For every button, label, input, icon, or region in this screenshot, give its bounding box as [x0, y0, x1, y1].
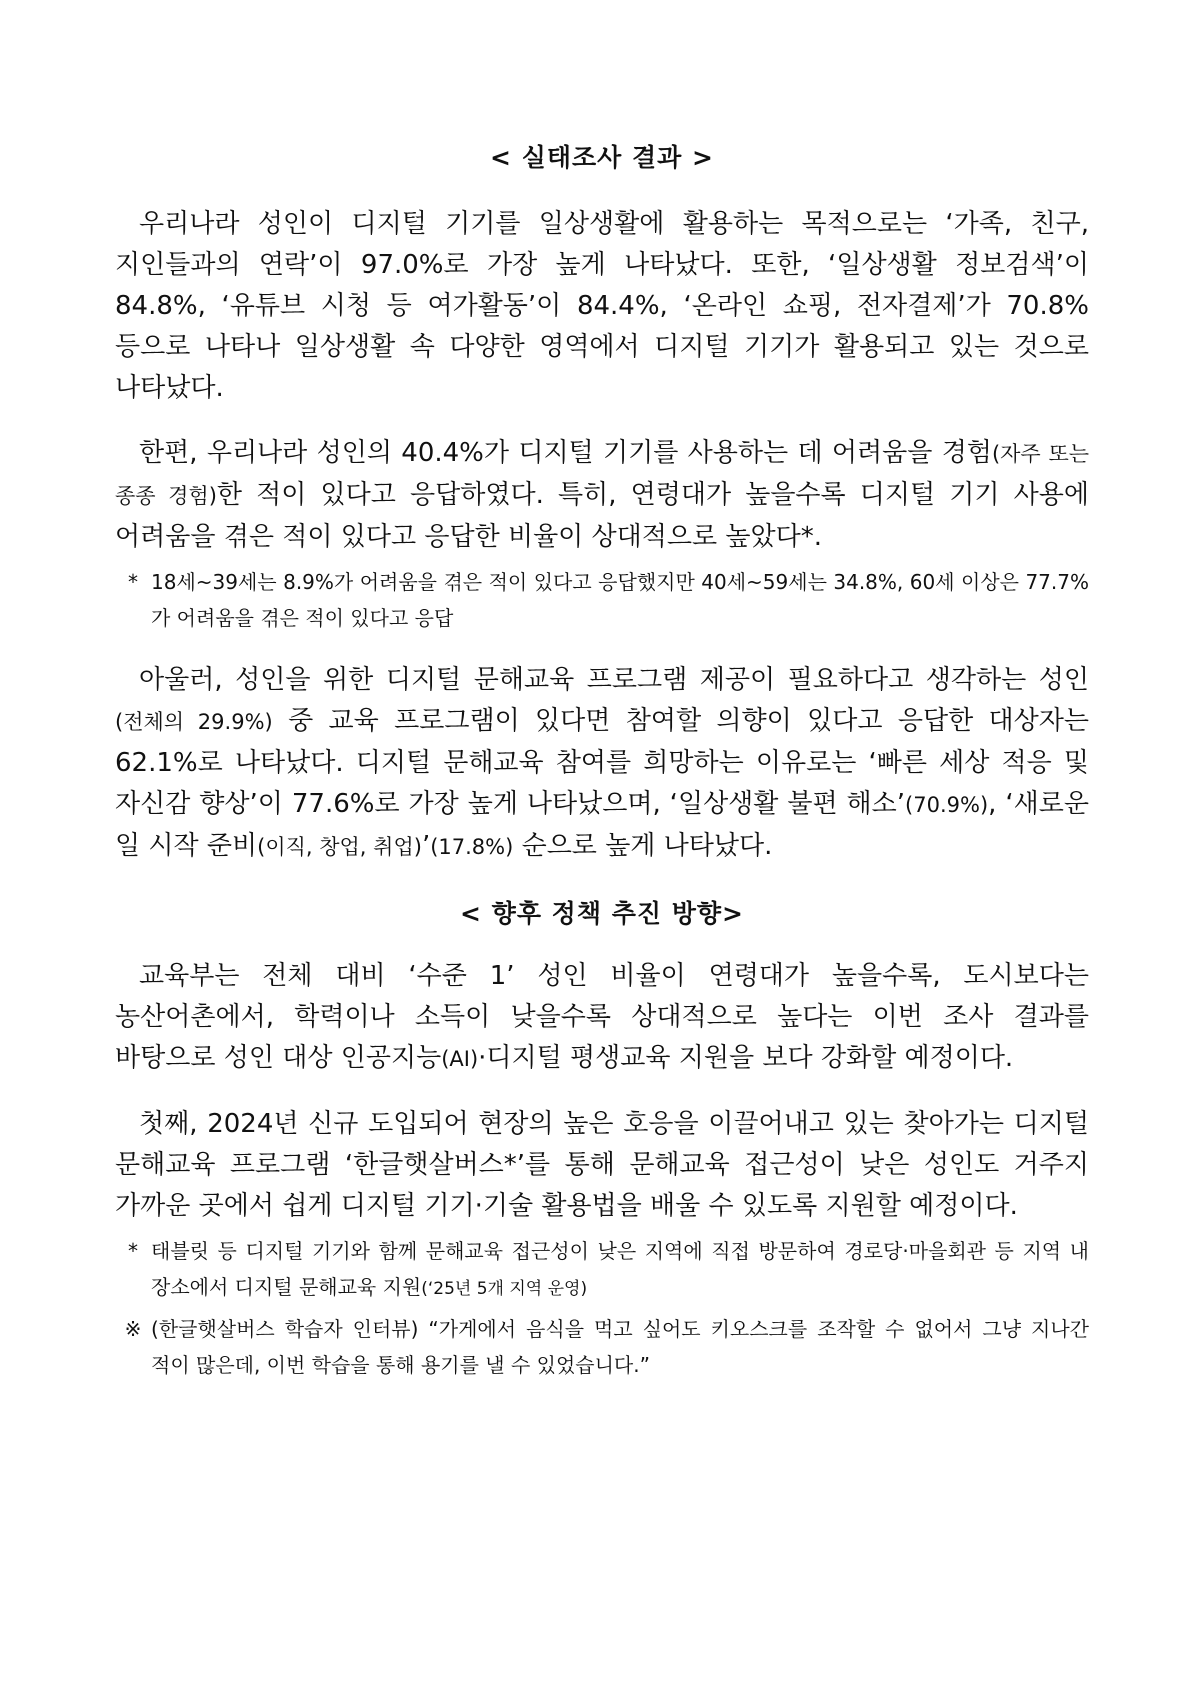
paragraph-text: ’: [421, 831, 431, 861]
paragraph-device-difficulty: [115, 433, 1089, 558]
paragraph-text: 첫째, 2024년 신규 도입되어 현장의 높은 호응을 이끌어내고 있는 찾아가는 디지털 문해교육 프로그램 ‘한글햇살버스*’를 통해 문해교육 접근성이 낮은 성인도 거주지 가까운 곳에서 쉽게 디지털 기기·기술 활용법을 배울 수 있도록 지원할 예정이다.: [115, 1109, 1089, 1221]
footnote-text: 태블릿 등 디지털 기기와 함께 문해교육 접근성이 낮은 지역에 직접 방문하여 경로당·마을회관 등 지역 내 장소에서 디지털 문해교육 지원: [151, 1239, 1089, 1299]
reference-mark: ※: [124, 1317, 142, 1341]
section-heading-policy-direction: < 향후 정책 추진 방향>: [460, 899, 744, 928]
footnote-learner-interview: [115, 1311, 1089, 1383]
section-heading-survey-results: < 실태조사 결과 >: [490, 143, 714, 172]
paragraph-small-note: (자주 또는 종종 경험): [115, 442, 1090, 508]
paragraph-text: ·디지털 평생교육 지원을 보다 강화할 예정이다.: [478, 1043, 1014, 1073]
paragraph-text: 교육부는 전체 대비 ‘수준 1’ 성인 비율이 연령대가 높을수록, 도시보다는 농산어촌에서, 학력이나 소득이 낮을수록 상대적으로 높다는 이번 조사 결과를 바탕으로 성인 대상 인공지능: [115, 961, 1089, 1073]
paragraph-small-note: (70.9%): [905, 793, 989, 817]
paragraph-text: 아울러, 성인을 위한 디지털 문해교육 프로그램 제공이 필요하다고 생각하는 성인: [139, 665, 1089, 695]
paragraph-ministry-plan: [115, 956, 1089, 1080]
paragraph-small-note: (AI): [441, 1047, 479, 1071]
paragraph-text: , ‘새로운 일 시작 준비: [115, 789, 1089, 861]
paragraph-education-participation: [115, 660, 1089, 868]
paragraph-text: 중 교육 프로그램이 있다면 참여할 의향이 있다고 응답한 대상자는 62.1%로 나타났다. 디지털 문해교육 참여를 희망하는 이유로는 ‘빠른 세상 적응 및 자신감 향상’이 77.6%로 가장 높게 나타났으며, ‘일상생활 불편 해소’: [115, 706, 1089, 819]
paragraph-text: 우리나라 성인이 디지털 기기를 일상생활에 활용하는 목적으로는 ‘가족, 친구, 지인들과의 연락’이 97.0%로 가장 높게 나타났다. 또한, ‘일상생활 정보검색’이 84.8%, ‘유튜브 시청 등 여가활동’이 84.4%, ‘온라인 쇼핑, 전자결제’가 70.8% 등으로 나타나 일상생활 속 다양한 영역에서 디지털 기기가 활용되고 있는 것으로 나타났다.: [115, 209, 1089, 403]
paragraph-small-note: (전체의 29.9%): [115, 710, 273, 734]
paragraph-text: 한편, 우리나라 성인의 40.4%가 디지털 기기를 사용하는 데 어려움을 경험: [139, 438, 992, 468]
footnote-small-note: (‘25년 5개 지역 운영): [421, 1279, 588, 1299]
footnote-age-difficulty: [115, 564, 1089, 636]
paragraph-text: 순으로 높게 나타났다.: [513, 831, 773, 861]
footnote-text: 18세~39세는 8.9%가 어려움을 겪은 적이 있다고 응답했지만 40세~59세는 34.8%, 60세 이상은 77.7%가 어려움을 겪은 적이 있다고 응답: [151, 570, 1089, 630]
paragraph-small-note: (이직, 창업, 취업): [257, 835, 422, 859]
footnote-text: (한글햇살버스 학습자 인터뷰) “가게에서 음식을 먹고 싶어도 키오스크를 조작할 수 없어서 그냥 지나간 적이 많은데, 이번 학습을 통해 용기를 낼 수 있었습니다.”: [151, 1317, 1089, 1377]
paragraph-device-usage-purpose: [115, 204, 1089, 409]
footnote-bus-description: [115, 1233, 1089, 1307]
footnote-asterisk: *: [128, 570, 138, 594]
document-page: [115, 138, 1089, 1407]
footnote-asterisk: *: [128, 1239, 138, 1263]
paragraph-small-note: (17.8%): [430, 835, 514, 859]
paragraph-text: 한 적이 있다고 응답하였다. 특히, 연령대가 높을수록 디지털 기기 사용에 어려움을 겪은 적이 있다고 응답한 비율이 상대적으로 높았다*.: [115, 480, 1089, 552]
paragraph-hangeul-sunshine-bus: [115, 1104, 1089, 1227]
